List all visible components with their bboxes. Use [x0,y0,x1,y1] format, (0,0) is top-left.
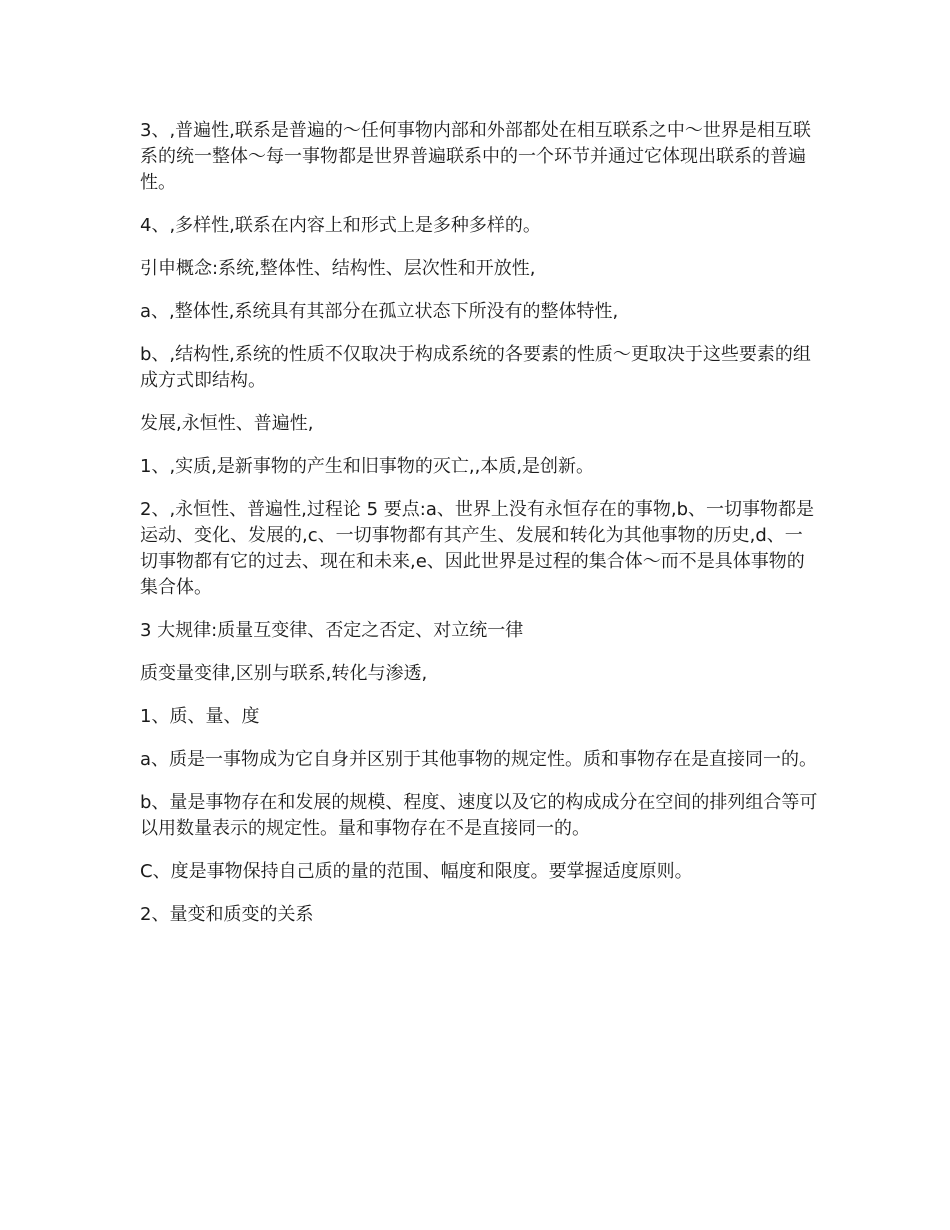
paragraph-structure: b、,结构性,系统的性质不仅取决于构成系统的各要素的性质～更取决于这些要素的组成方式即结构。 [140,344,811,391]
paragraph-quantity-definition: b、量是事物存在和发展的规模、程度、速度以及它的构成成分在空间的排列组合等可以用数量表示的规定性。量和事物存在不是直接同一的。 [140,792,818,839]
paragraph-system-concept: 引申概念:系统,整体性、结构性、层次性和开放性, [140,258,536,279]
paragraph-quality-definition: a、质是一事物成为它自身并区别于其他事物的规定性。质和事物存在是直接同一的。 [140,749,818,770]
paragraph-diversity: 4、,多样性,联系在内容上和形式上是多种多样的。 [140,215,541,236]
paragraph-relation-heading: 2、量变和质变的关系 [140,904,314,925]
paragraph-wholeness: a、,整体性,系统具有其部分在孤立状态下所没有的整体特性, [140,301,619,322]
paragraph-three-laws: 3 大规律:质量互变律、否定之否定、对立统一律 [140,620,524,641]
paragraph-measure-definition: C、度是事物保持自己质的量的范围、幅度和限度。要掌握适度原则。 [140,861,693,882]
paragraph-quality-quantity-measure: 1、质、量、度 [140,706,260,727]
paragraph-universality: 3、,普遍性,联系是普遍的～任何事物内部和外部都处在相互联系之中～世界是相互联系的统一整体～每一事物都是世界普遍联系中的一个环节并通过它体现出联系的普遍性。 [140,120,811,193]
paragraph-process-theory: 2、,永恒性、普遍性,过程论 5 要点:a、世界上没有永恒存在的事物,b、一切事物都是运动、变化、发展的,c、一切事物都有其产生、发展和转化为其他事物的历史,d、一切事物都有它的过去、现在和未来,e、因此世界是过程的集合体～而不是具体事物的集合体。 [140,499,815,598]
paragraph-development-heading: 发展,永恒性、普遍性, [140,413,314,434]
paragraph-quality-quantity-law: 质变量变律,区别与联系,转化与渗透, [140,663,428,684]
document-page [140,118,820,945]
paragraph-essence: 1、,实质,是新事物的产生和旧事物的灭亡,,本质,是创新。 [140,456,595,477]
